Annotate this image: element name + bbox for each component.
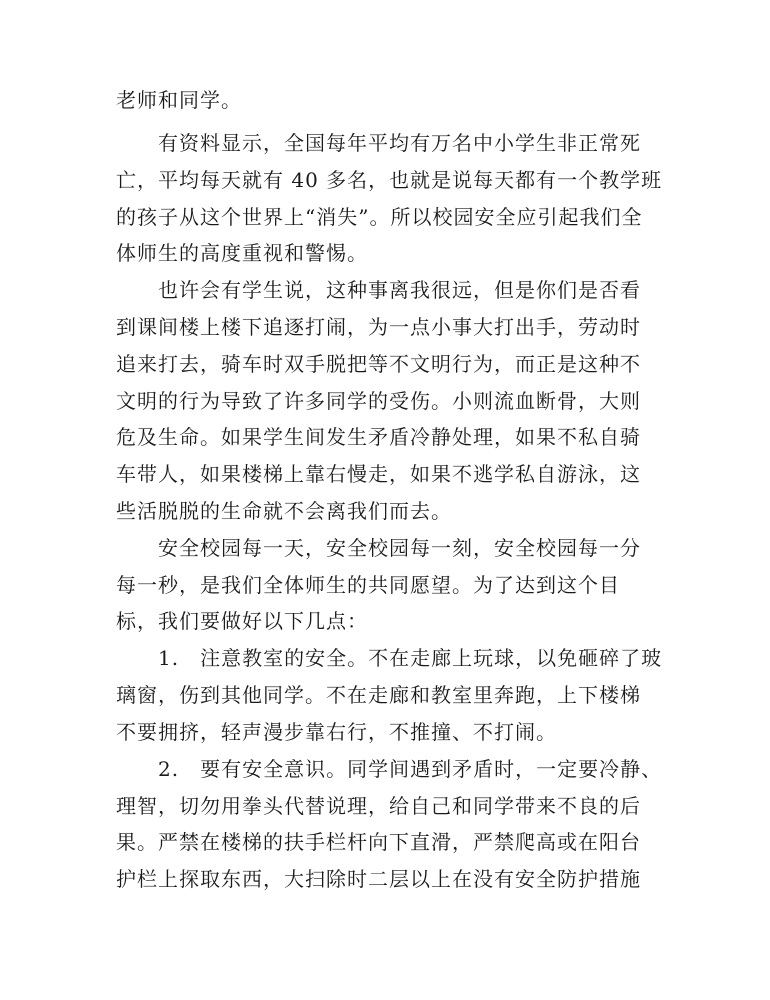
text-line-3: 亡，平均每天就有 40 多名，也就是说每天都有一个教学班 [116,168,663,192]
text-line-4: 的孩子从这个世界上“消失”。所以校园安全应引起我们全 [116,205,643,229]
text-line-16: 1. 注意教室的安全。不在走廊上玩球，以免砸碎了玻 [158,646,663,670]
text-line-14: 每一秒，是我们全体师生的共同愿望。为了达到这个目 [116,573,620,597]
text-line-2: 有资料显示，全国每年平均有万名中小学生非正常死 [158,131,641,155]
text-line-20: 理智，切勿用拳头代替说理，给自己和同学带来不良的后 [116,794,641,818]
text-line-22: 护栏上探取东西，大扫除时二层以上在没有安全防护措施 [116,867,641,891]
text-line-10: 危及生命。如果学生间发生矛盾冷静处理，如果不私自骑 [116,425,641,449]
text-line-12: 些活脱脱的生命就不会离我们而去。 [116,499,452,523]
text-line-21: 果。严禁在楼梯的扶手栏杆向下直滑，严禁爬高或在阳台 [116,830,641,854]
text-line-13: 安全校园每一天，安全校园每一刻，安全校园每一分 [158,536,641,560]
text-line-15: 标，我们要做好以下几点： [116,609,368,633]
text-line-18: 不要拥挤，轻声漫步靠右行，不推撞、不打闹。 [116,720,557,744]
text-line-6: 也许会有学生说，这种事离我很远，但是你们是否看 [158,278,641,302]
text-line-11: 车带人，如果楼梯上靠右慢走，如果不逃学私自游泳，这 [116,462,641,486]
text-line-5: 体师生的高度重视和警惕。 [116,241,368,265]
text-line-17: 璃窗，伤到其他同学。不在走廊和教室里奔跑，上下楼梯 [116,683,641,707]
text-line-8: 追来打去，骑车时双手脱把等不文明行为，而正是这种不 [116,352,641,376]
text-line-1: 老师和同学。 [116,88,242,112]
text-line-19: 2. 要有安全意识。同学间遇到矛盾时，一定要冷静、 [158,757,663,781]
text-line-7: 到课间楼上楼下追逐打闹，为一点小事大打出手，劳动时 [116,315,641,339]
text-line-9: 文明的行为导致了许多同学的受伤。小则流血断骨，大则 [116,389,641,413]
